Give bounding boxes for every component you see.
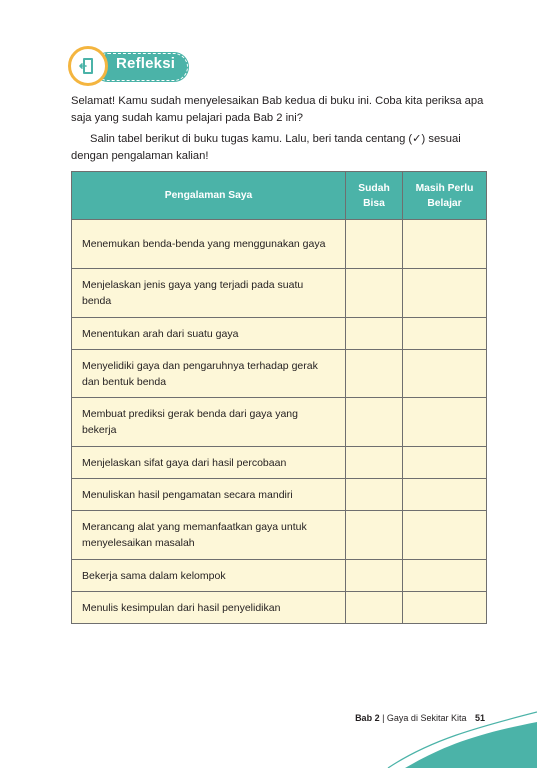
badge-title: Refleksi: [116, 55, 176, 72]
experience-cell: Bekerja sama dalam kelompok: [72, 560, 346, 592]
header-already-can: Sudah Bisa: [346, 172, 403, 220]
experience-cell: Menentukan arah dari suatu gaya: [72, 318, 346, 350]
experience-cell: Menjelaskan jenis gaya yang terjadi pada suatu benda: [72, 269, 346, 318]
footer-chapter: Bab 2: [355, 713, 380, 723]
experience-cell: Menemukan benda-benda yang menggunakan gaya: [72, 220, 346, 269]
footer-separator: |: [379, 713, 387, 723]
header-experience: Pengalaman Saya: [72, 172, 346, 220]
header-still-learning: Masih Perlu Belajar: [403, 172, 487, 220]
experience-cell: Merancang alat yang memanfaatkan gaya untuk menyelesaikan masalah: [72, 511, 346, 560]
experience-cell: Menulis kesimpulan dari hasil penyelidikan: [72, 592, 346, 624]
experience-cell: Menjelaskan sifat gaya dari hasil percobaan: [72, 447, 346, 479]
footer-subtitle: Gaya di Sekitar Kita: [386, 713, 467, 723]
instruction-text: Salin tabel berikut di buku tugas kamu. Lalu, beri tanda centang (✓) sesuai dengan pengalaman kalian!: [71, 133, 461, 162]
experience-cell: Menyelidiki gaya dan pengaruhnya terhadap gerak dan bentuk benda: [72, 350, 346, 398]
experience-cell: Membuat prediksi gerak benda dari gaya yang bekerja: [72, 398, 346, 447]
intro-paragraph: Selamat! Kamu sudah menyelesaikan Bab kedua di buku ini. Coba kita periksa apa saja yang sudah kamu pelajari pada Bab 2 ini?: [71, 95, 484, 124]
experience-cell: Menuliskan hasil pengamatan secara mandiri: [72, 479, 346, 511]
page-number: 51: [474, 713, 485, 723]
